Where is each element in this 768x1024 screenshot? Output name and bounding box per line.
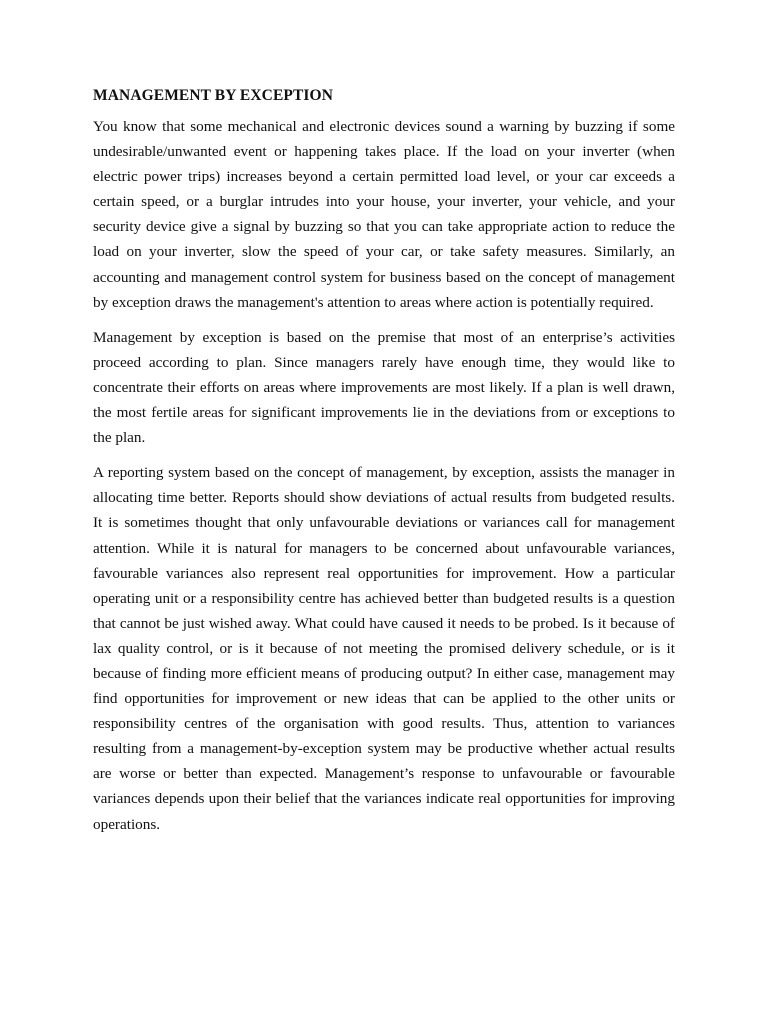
document-title: MANAGEMENT BY EXCEPTION xyxy=(93,87,333,104)
paragraph-2: Management by exception is based on the premise that most of an enterprise’s activities proceed according to plan. Since managers rarely have enough time, they would like to concentrate their efforts on areas where improvements are most likely. If a plan is well drawn, the most fertile areas for significant improvements lie in the deviations from or exceptions to the plan. xyxy=(93,328,675,447)
paragraph-1: You know that some mechanical and electronic devices sound a warning by buzzing if some undesirable/unwanted event or happening takes place. If the load on your inverter (when electric power trips) increases beyond a certain permitted load level, or your car exceeds a certain speed, or a burglar intrudes into your house, your inverter, your vehicle, and your security device give a signal by buzzing so that you can take appropriate action to reduce the load on your inverter, slow the speed of your car, or take safety measures. Similarly, an accounting and management control system for business based on the concept of management by exception draws the management's attention to areas where action is potentially required. xyxy=(93,118,675,311)
document-body xyxy=(93,86,675,847)
paragraph-3: A reporting system based on the concept of management, by exception, assists the manager in allocating time better. Reports should show deviations of actual results from budgeted results. It is sometimes thought that only unfavourable deviations or variances call for management attention. While it is natural for managers to be concerned about unfavourable variances, favourable variances also represent real opportunities for improvement. How a particular operating unit or a responsibility centre has achieved better than budgeted results is a question that cannot be just wished away. What could have caused it needs to be probed. Is it because of lax quality control, or is it because of not meeting the promised delivery schedule, or is it because of finding more efficient means of producing output? In either case, management may find opportunities for improvement or new ideas that can be applied to the other units or responsibility centres of the organisation with good results. Thus, attention to variances resulting from a management-by-exception system may be productive whether actual results are worse or better than expected. Management’s response to unfavourable or favourable variances depends upon their belief that the variances indicate real opportunities for improving operations. xyxy=(93,464,675,833)
